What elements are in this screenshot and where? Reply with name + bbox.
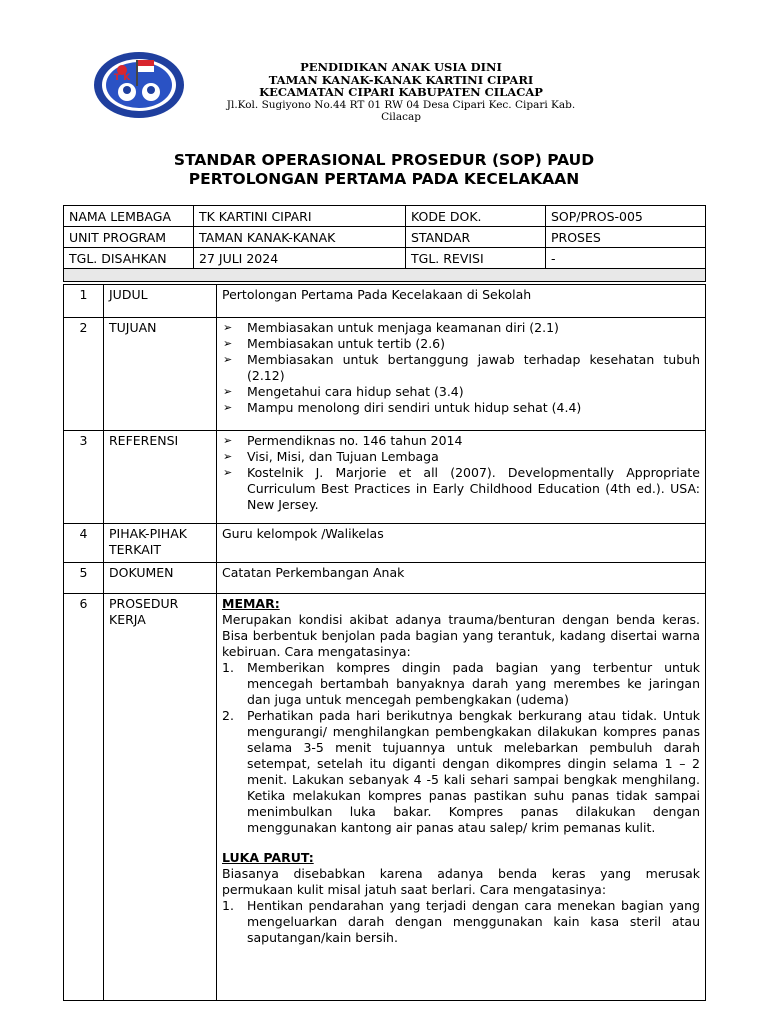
section-intro: Biasanya disebabkan karena adanya benda keras yang merusak permukaan kulit misal jatuh saat berlari. Cara mengatasinya: xyxy=(222,866,700,897)
row-number: 3 xyxy=(64,431,104,524)
school-logo xyxy=(92,50,186,120)
list-text: Memberikan kompres dingin pada bagian yang terbentur untuk mencegah bertambah banyaknya darah yang merembes ke jaringan dan juga untuk mencegah pembengkakan (udema) xyxy=(247,660,700,707)
row-content xyxy=(217,318,706,431)
row-label: REFERENSI xyxy=(104,431,217,524)
list-number: 1. xyxy=(222,660,234,675)
meta-label: NAMA LEMBAGA xyxy=(64,206,194,227)
section-intro: Merupakan kondisi akibat adanya trauma/benturan dengan benda keras. Bisa berbentuk benjolan pada bagian yang terantuk, kadang disertai warna kebiruan. Cara mengatasinya: xyxy=(222,612,700,659)
logo-text: T K xyxy=(114,73,131,83)
list-text: Hentikan pendarahan yang terjadi dengan cara menekan bagian yang mengeluarkan darah dengan menggunakan kain kasa steril atau saputangan/kain bersih. xyxy=(247,898,700,945)
meta-table xyxy=(63,205,706,282)
meta-label: TGL. REVISI xyxy=(406,248,546,269)
table-row xyxy=(64,248,706,269)
spacer-row xyxy=(64,269,706,282)
row-content: Catatan Perkembangan Anak xyxy=(217,563,706,594)
procedure-table xyxy=(63,284,706,1001)
meta-value: - xyxy=(546,248,706,269)
row-content xyxy=(217,594,706,1001)
title-line: STANDAR OPERASIONAL PROSEDUR (SOP) PAUD xyxy=(173,151,595,169)
bullet-list xyxy=(222,320,700,416)
row-label: JUDUL xyxy=(104,285,217,318)
list-item xyxy=(222,660,700,708)
meta-label: STANDAR xyxy=(406,227,546,248)
row-content xyxy=(217,431,706,524)
list-item: ➢ Membiasakan untuk tertib (2.6) xyxy=(222,336,700,352)
list-item: ➢ Permendiknas no. 146 tahun 2014 xyxy=(222,433,700,449)
meta-value: 27 JULI 2024 xyxy=(194,248,406,269)
spacer xyxy=(222,836,700,850)
letterhead-address: Jl.Kol. Sugiyono No.44 RT 01 RW 04 Desa Cipari Kec. Cipari Kab. Cilacap xyxy=(226,98,576,123)
list-number: 2. xyxy=(222,708,234,723)
row-number: 5 xyxy=(64,563,104,594)
section-heading: LUKA PARUT: xyxy=(222,850,314,865)
list-item xyxy=(222,898,700,946)
row-label: PIHAK-PIHAK TERKAIT xyxy=(104,524,217,563)
table-row xyxy=(64,227,706,248)
letterhead xyxy=(216,61,586,124)
row-label: PROSEDUR KERJA xyxy=(104,594,217,1001)
row-label: DOKUMEN xyxy=(104,563,217,594)
table-row xyxy=(64,431,706,524)
meta-value: SOP/PROS-005 xyxy=(546,206,706,227)
table-row xyxy=(64,285,706,318)
list-item: ➢ Membiasakan untuk bertanggung jawab terhadap kesehatan tubuh (2.12) xyxy=(222,352,700,384)
table-row xyxy=(64,318,706,431)
table-row xyxy=(64,594,706,1001)
row-label: TUJUAN xyxy=(104,318,217,431)
meta-value: PROSES xyxy=(546,227,706,248)
list-item xyxy=(222,708,700,836)
document-title xyxy=(60,151,708,189)
letterhead-line: PENDIDIKAN ANAK USIA DINI xyxy=(300,60,502,74)
table-row xyxy=(64,206,706,227)
row-number: 6 xyxy=(64,594,104,1001)
list-item: ➢ Kostelnik J. Marjorie et all (2007). Developmentally Appropriate Curriculum Best Practices in Early Childhood Education (4th ed.). USA: New Jersey. xyxy=(222,465,700,513)
section-heading: MEMAR: xyxy=(222,596,280,611)
numbered-list xyxy=(222,660,700,836)
meta-label: KODE DOK. xyxy=(406,206,546,227)
table-row xyxy=(64,563,706,594)
list-item: ➢ Visi, Misi, dan Tujuan Lembaga xyxy=(222,449,700,465)
table-row xyxy=(64,524,706,563)
meta-value: TAMAN KANAK-KANAK xyxy=(194,227,406,248)
list-item: ➢ Mengetahui cara hidup sehat (3.4) xyxy=(222,384,700,400)
bullet-list xyxy=(222,433,700,513)
letterhead-line: TAMAN KANAK-KANAK KARTINI CIPARI xyxy=(268,72,534,87)
row-content: Pertolongan Pertama Pada Kecelakaan di Sekolah xyxy=(217,285,706,318)
meta-label: UNIT PROGRAM xyxy=(64,227,194,248)
list-item: ➢ Mampu menolong diri sendiri untuk hidup sehat (4.4) xyxy=(222,400,700,416)
list-text: Perhatikan pada hari berikutnya bengkak berkurang atau tidak. Untuk mengurangi/ menghilangkan pembengkakan dilakukan kompres panas selama 3-5 menit tujuannya untuk melebarkan pembuluh darah setempat, setelah itu diganti dengan dikompres dingin selama 1 – 2 menit. Lakukan sebanyak 4 -5 kali sehari sampai bengkak menghilang. Ketika melakukan kompres panas pastikan suhu panas tidak sampai menimbulkan luka bakar. Kompres panas dilakukan dengan menggunakan kantong air panas atau salep/ krim pemanas kulit. xyxy=(247,708,700,835)
numbered-list xyxy=(222,898,700,946)
row-number: 2 xyxy=(64,318,104,431)
row-content: Guru kelompok /Walikelas xyxy=(217,524,706,563)
meta-value: TK KARTINI CIPARI xyxy=(194,206,406,227)
meta-label: TGL. DISAHKAN xyxy=(64,248,194,269)
row-number: 1 xyxy=(64,285,104,318)
row-number: 4 xyxy=(64,524,104,563)
title-line: PERTOLONGAN PERTAMA PADA KECELAKAAN xyxy=(188,170,580,188)
list-number: 1. xyxy=(222,898,234,913)
letterhead-line: KECAMATAN CIPARI KABUPATEN CILACAP xyxy=(259,85,543,99)
list-item: ➢ Membiasakan untuk menjaga keamanan diri (2.1) xyxy=(222,320,700,336)
